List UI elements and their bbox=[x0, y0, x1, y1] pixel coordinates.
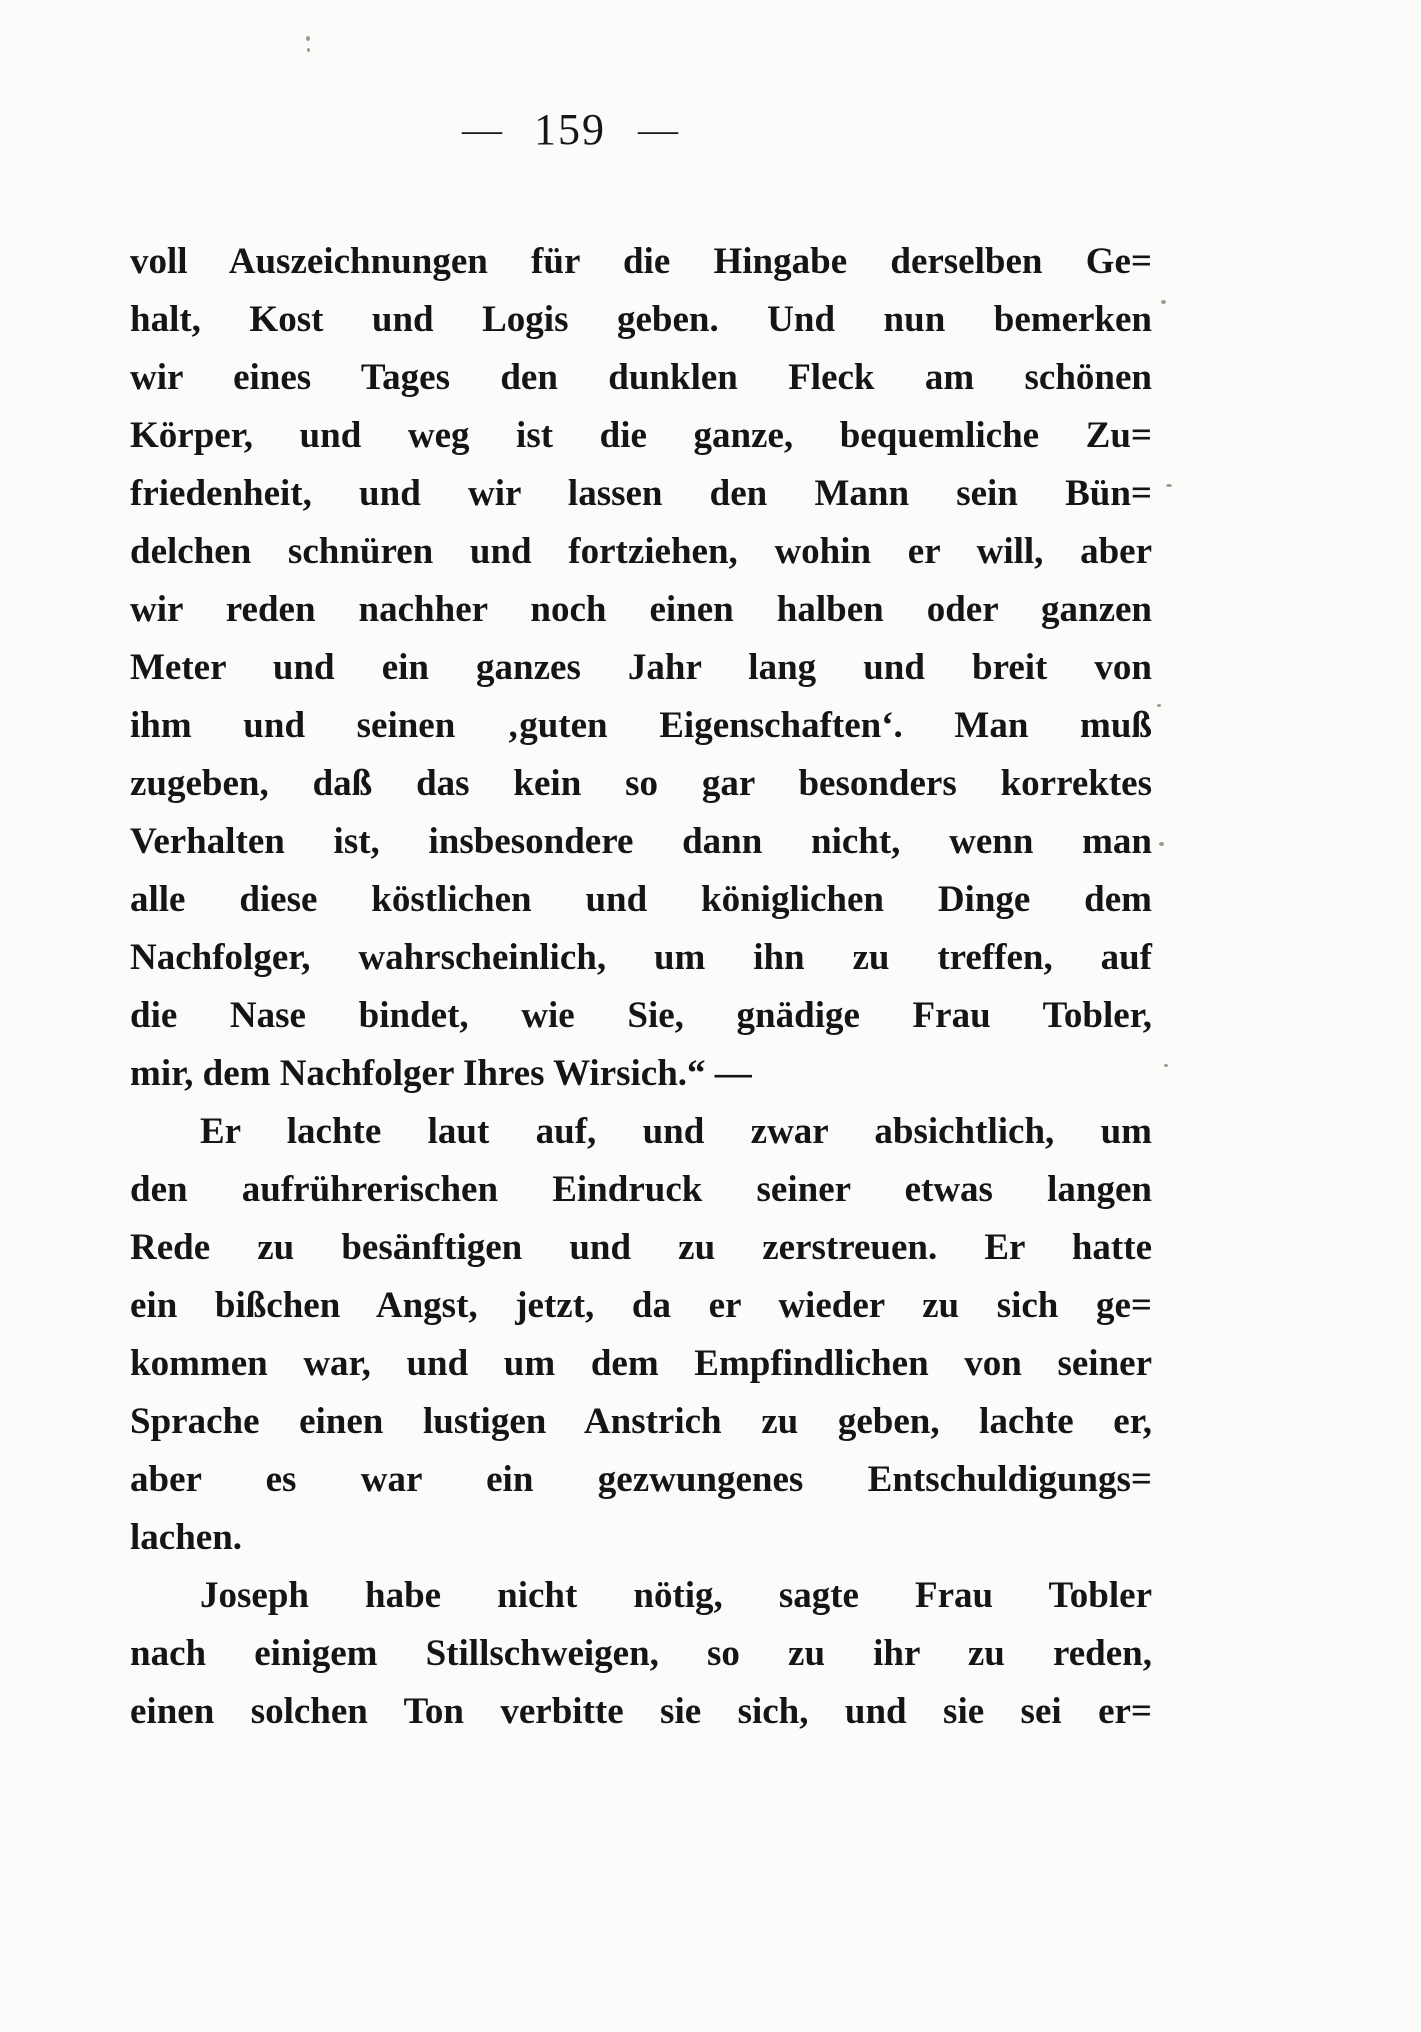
text-line: den aufrührerischen Eindruck seiner etwas langen bbox=[130, 1169, 1152, 1210]
text-line: alle diese köstlichen und königlichen Dinge dem bbox=[130, 879, 1152, 920]
scan-speckle bbox=[1164, 1064, 1168, 1067]
scan-speckle bbox=[307, 48, 310, 52]
text-line: Meter und ein ganzes Jahr lang und breit von bbox=[130, 647, 1152, 688]
text-line: Verhalten ist, insbesondere dann nicht, wenn man bbox=[130, 821, 1152, 862]
text-line: Sprache einen lustigen Anstrich zu geben, lachte er, bbox=[130, 1401, 1152, 1442]
text-line: kommen war, und um dem Empfindlichen von seiner bbox=[130, 1343, 1152, 1384]
scan-speckle bbox=[306, 36, 310, 41]
text-line: nach einigem Stillschweigen, so zu ihr zu reden, bbox=[130, 1633, 1152, 1674]
text-line: einen solchen Ton verbitte sie sich, und sie sei er= bbox=[130, 1691, 1152, 1732]
text-line: delchen schnüren und fortziehen, wohin er will, aber bbox=[130, 531, 1152, 572]
text-line: ein bißchen Angst, jetzt, da er wieder zu sich ge= bbox=[130, 1285, 1152, 1326]
text-line: Nachfolger, wahrscheinlich, um ihn zu treffen, auf bbox=[130, 937, 1152, 978]
text-line: die Nase bindet, wie Sie, gnädige Frau Tobler, bbox=[130, 995, 1152, 1036]
scan-speckle bbox=[1166, 484, 1172, 487]
text-line: Körper, und weg ist die ganze, bequemliche Zu= bbox=[130, 415, 1152, 456]
text-line-paragraph-start: Er lachte laut auf, und zwar absichtlich, um bbox=[200, 1111, 1152, 1152]
text-line: wir reden nachher noch einen halben oder ganzen bbox=[130, 589, 1152, 630]
text-line: voll Auszeichnungen für die Hingabe derselben Ge= bbox=[130, 241, 1152, 282]
text-line: aber es war ein gezwungenes Entschuldigungs= bbox=[130, 1459, 1152, 1500]
page-header bbox=[462, 105, 678, 154]
text-line: ihm und seinen ‚guten Eigenschaften‘. Man muß bbox=[130, 705, 1152, 746]
header-dash-left: — bbox=[462, 109, 502, 150]
text-line: zugeben, daß das kein so gar besonders korrektes bbox=[130, 763, 1152, 804]
text-line: friedenheit, und wir lassen den Mann sein Bün= bbox=[130, 473, 1152, 514]
scan-speckle bbox=[1161, 300, 1166, 304]
text-line-paragraph-end: lachen. bbox=[130, 1517, 243, 1558]
text-block bbox=[130, 233, 1152, 1741]
text-line-paragraph-end: mir, dem Nachfolger Ihres Wirsich.“ — bbox=[130, 1053, 752, 1094]
text-line: Rede zu besänftigen und zu zerstreuen. Er hatte bbox=[130, 1227, 1152, 1268]
scan-speckle bbox=[1157, 704, 1161, 707]
scan-speckle bbox=[1159, 842, 1164, 846]
header-dash-right: — bbox=[638, 109, 678, 150]
text-line-paragraph-start: Joseph habe nicht nötig, sagte Frau Tobler bbox=[200, 1575, 1152, 1616]
page-number: 159 bbox=[534, 105, 606, 154]
text-line: wir eines Tages den dunklen Fleck am schönen bbox=[130, 357, 1152, 398]
text-line: halt, Kost und Logis geben. Und nun bemerken bbox=[130, 299, 1152, 340]
